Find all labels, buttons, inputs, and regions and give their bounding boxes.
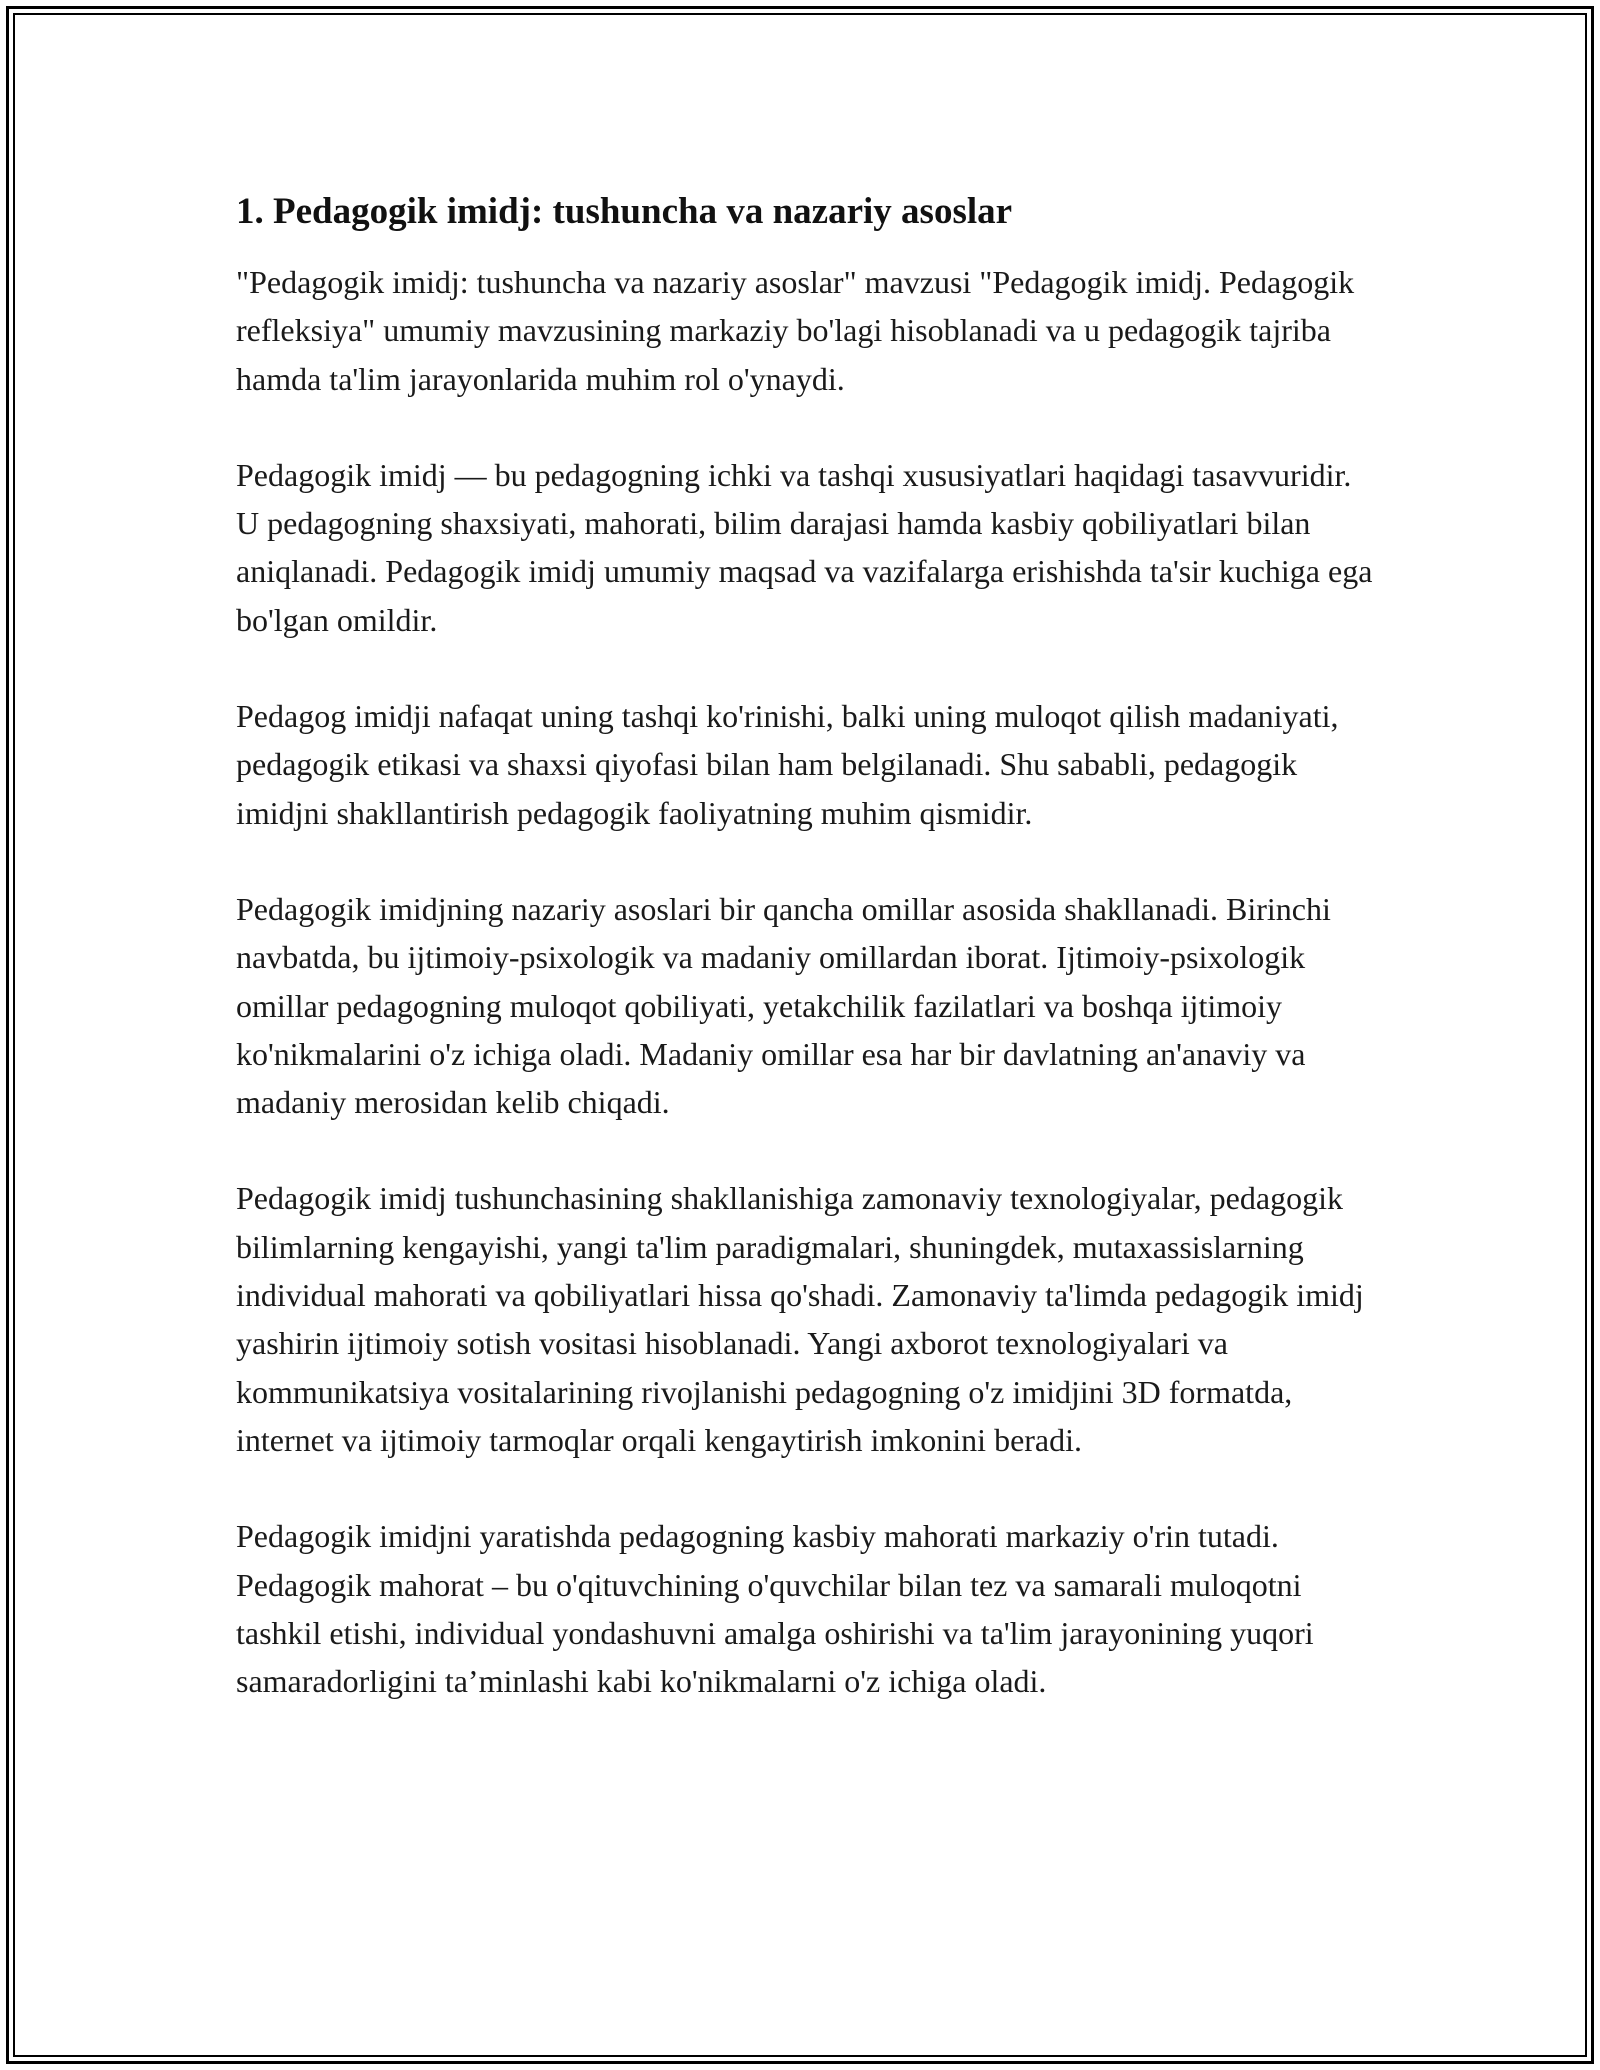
- paragraph-5: Pedagogik imidj tushunchasining shakllanishiga zamonaviy texnologiyalar, pedagogik bilimlarning kengayishi, yangi ta'lim paradigmalari, shuningdek, mutaxassislarning individual mahorati va qobiliyatlari hissa qo'shadi. Zamonaviy ta'limda pedagogik imidj yashirin ijtimoiy sotish vositasi hisoblanadi. Yangi axborot texnologiyalari va kommunikatsiya vositalarining rivojlanishi pedagogning o'z imidjini 3D formatda, internet va ijtimoiy tarmoqlar orqali kengaytirish imkonini beradi.: [236, 1180, 1364, 1458]
- section-heading: 1. Pedagogik imidj: tushuncha va nazariy asoslar: [236, 191, 1013, 232]
- paragraph-3: Pedagog imidji nafaqat uning tashqi ko'rinishi, balki uning muloqot qilish madaniyati, pedagogik etikasi va shaxsi qiyofasi bilan ham belgilanadi. Shu sababli, pedagogik imidjni shakllantirish pedagogik faoliyatning muhim qismidir.: [236, 698, 1339, 831]
- paragraph-1: "Pedagogik imidj: tushuncha va nazariy asoslar" mavzusi "Pedagogik imidj. Pedagogik refleksiya" umumiy mavzusining markaziy bo'lagi hisoblanadi va u pedagogik tajriba hamda ta'lim jarayonlarida muhim rol o'ynaydi.: [236, 264, 1355, 397]
- document-body: [236, 188, 1376, 1753]
- paragraph-2: Pedagogik imidj — bu pedagogning ichki va tashqi xususiyatlari haqidagi tasavvuridir. U pedagogning shaxsiyati, mahorati, bilim darajasi hamda kasbiy qobiliyatlari bilan aniqlanadi. Pedagogik imidj umumiy maqsad va vazifalarga erishishda ta'sir kuchiga ega bo'lgan omildir.: [236, 456, 1373, 638]
- paragraph-6: Pedagogik imidjni yaratishda pedagogning kasbiy mahorati markaziy o'rin tutadi. Pedagogik mahorat – bu o'qituvchining o'quvchilar bilan tez va samarali muloqotni tashkil etishi, individual yondashuvni amalga oshirishi va ta'lim jarayonining yuqori samaradorligini ta’minlashi kabi ko'nikmalarni o'z ichiga oladi.: [236, 1518, 1314, 1700]
- paragraph-4: Pedagogik imidjning nazariy asoslari bir qancha omillar asosida shakllanadi. Birinchi navbatda, bu ijtimoiy-psixologik va madaniy omillardan iborat. Ijtimoiy-psixologik omillar pedagogning muloqot qobiliyati, yetakchilik fazilatlari va boshqa ijtimoiy ko'nikmalarini o'z ichiga oladi. Madaniy omillar esa har bir davlatning an'anaviy va madaniy merosidan kelib chiqadi.: [236, 890, 1331, 1121]
